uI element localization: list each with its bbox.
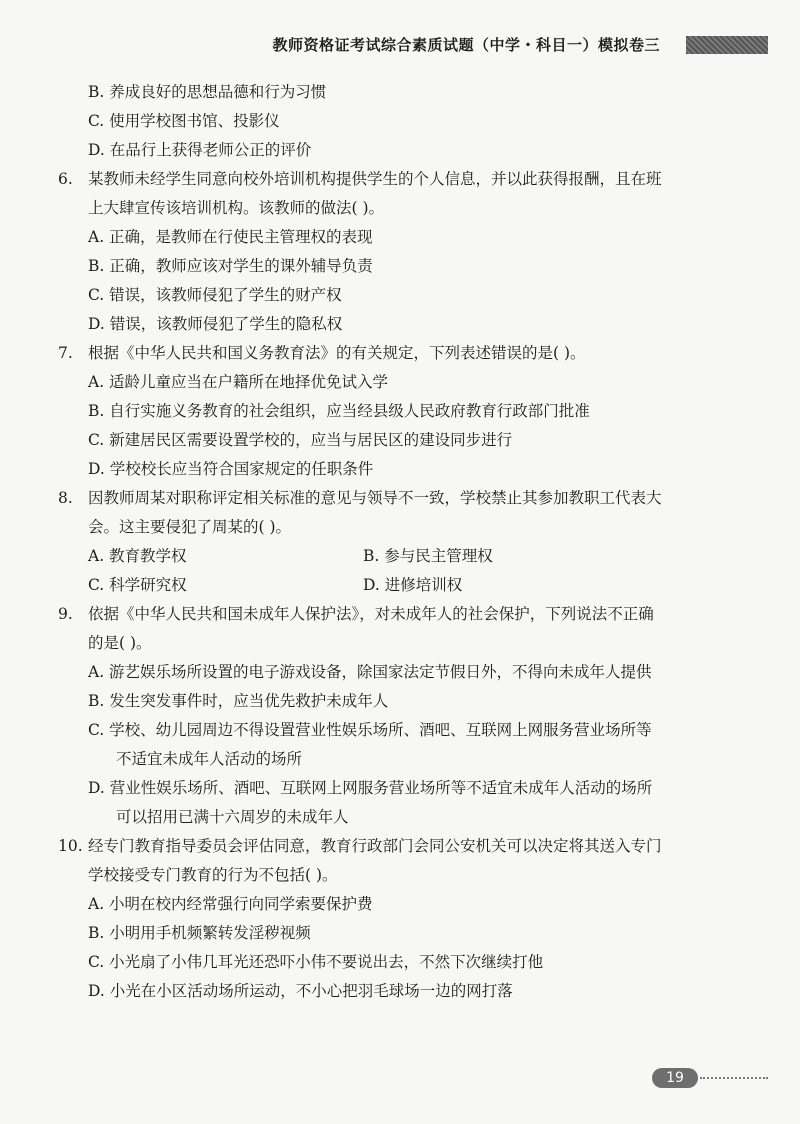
question-line xyxy=(58,600,698,629)
option-line: C. 学校、幼儿园周边不得设置营业性娱乐场所、酒吧、互联网上网服务营业场所等 xyxy=(88,721,652,739)
option-line: C. 使用学校图书馆、投影仪 xyxy=(88,112,280,130)
option-row xyxy=(58,571,698,600)
option-line: A. 正确，是教师在行使民主管理权的表现 xyxy=(88,228,373,246)
option-line: C. 错误，该教师侵犯了学生的财产权 xyxy=(88,286,342,304)
option-line: B. 正确，教师应该对学生的课外辅导负责 xyxy=(88,257,373,275)
question-text: 经专门教育指导委员会评估同意，教育行政部门会同公安机关可以决定将其送入专门 xyxy=(88,837,662,855)
question-number: 7. xyxy=(58,344,73,362)
option-line: D. 营业性娱乐场所、酒吧、互联网上网服务营业场所等不适宜未成年人活动的场所 xyxy=(88,779,653,797)
question-text: 因教师周某对职称评定相关标准的意见与领导不一致，学校禁止其参加教职工代表大 xyxy=(88,489,662,507)
question-line xyxy=(58,165,698,194)
option-line: B. 自行实施义务教育的社会组织，应当经县级人民政府教育行政部门批准 xyxy=(88,402,590,420)
question-continuation: 学校接受专门教育的行为不包括( )。 xyxy=(88,866,338,884)
option-continuation: 可以招用已满十六周岁的未成年人 xyxy=(116,808,349,826)
option-b: B. 参与民主管理权 xyxy=(363,547,493,565)
option-line: D. 学校校长应当符合国家规定的任职条件 xyxy=(88,460,374,478)
option-line: B. 养成良好的思想品德和行为习惯 xyxy=(88,83,327,101)
header-decoration-bar xyxy=(686,36,768,54)
page-header xyxy=(0,30,800,60)
option-line: B. 小明用手机频繁转发淫秽视频 xyxy=(88,924,311,942)
option-line: B. 发生突发事件时，应当优先救护未成年人 xyxy=(88,692,389,710)
question-number: 6. xyxy=(58,170,73,188)
question-text: 根据《中华人民共和国义务教育法》的有关规定，下列表述错误的是( )。 xyxy=(88,344,586,362)
footer-dotted-rule xyxy=(700,1077,768,1079)
option-line: C. 新建居民区需要设置学校的，应当与居民区的建设同步进行 xyxy=(88,431,513,449)
question-continuation: 的是( )。 xyxy=(88,634,152,652)
option-continuation: 不适宜未成年人活动的场所 xyxy=(116,750,303,768)
option-line: A. 游艺娱乐场所设置的电子游戏设备，除国家法定节假日外，不得向未成年人提供 xyxy=(88,663,652,681)
option-line: A. 小明在校内经常强行向同学索要保护费 xyxy=(88,895,373,913)
question-line xyxy=(58,484,698,513)
header-title: 教师资格证考试综合素质试题（中学・科目一）模拟卷三 xyxy=(272,36,660,54)
option-line: D. 错误，该教师侵犯了学生的隐私权 xyxy=(88,315,343,333)
question-text: 依据《中华人民共和国未成年人保护法》，对未成年人的社会保护，下列说法不正确 xyxy=(88,605,654,623)
option-c: C. 科学研究权 xyxy=(88,576,187,594)
question-continuation: 会。这主要侵犯了周某的( )。 xyxy=(88,518,292,536)
option-a: A. 教育教学权 xyxy=(88,547,187,565)
option-line: D. 小光在小区活动场所运动，不小心把羽毛球场一边的网打落 xyxy=(88,982,513,1000)
question-line xyxy=(58,339,698,368)
question-line xyxy=(58,832,698,861)
question-continuation: 上大肆宣传该培训机构。该教师的做法( )。 xyxy=(88,199,385,217)
question-text: 某教师未经学生同意向校外培训机构提供学生的个人信息，并以此获得报酬，且在班 xyxy=(88,170,662,188)
option-row xyxy=(58,542,698,571)
option-d: D. 进修培训权 xyxy=(363,576,463,594)
page-number: 19 xyxy=(652,1068,698,1088)
question-number: 9. xyxy=(58,605,73,623)
question-number: 10. xyxy=(58,837,83,855)
option-line: D. 在品行上获得老师公正的评价 xyxy=(88,141,312,159)
question-number: 8. xyxy=(58,489,73,507)
question-content xyxy=(58,78,698,1006)
option-line: A. 适龄儿童应当在户籍所在地择优免试入学 xyxy=(88,373,389,391)
option-line: C. 小光扇了小伟几耳光还恐吓小伟不要说出去，不然下次继续打他 xyxy=(88,953,544,971)
